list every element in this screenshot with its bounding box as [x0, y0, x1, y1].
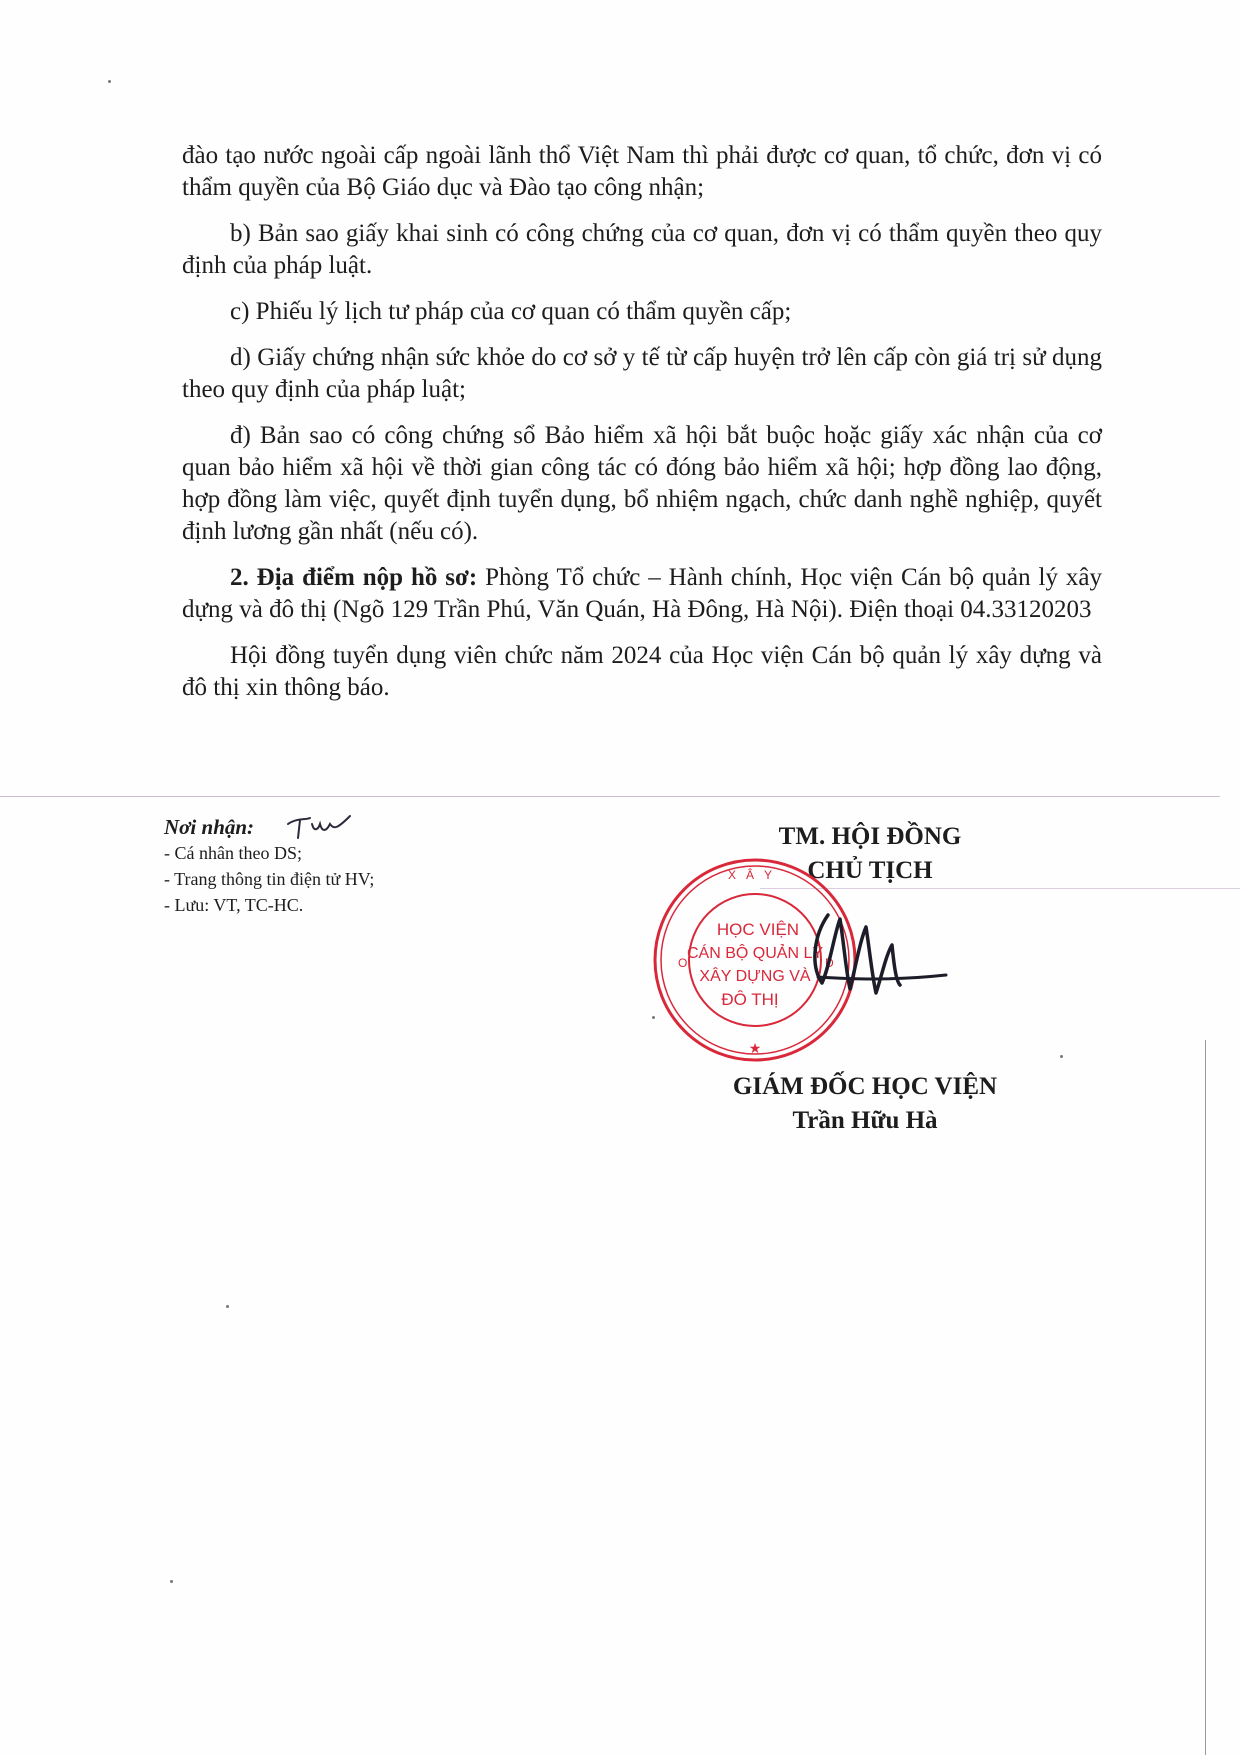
- signer-name: Trần Hữu Hà: [792, 1107, 938, 1134]
- scan-edge-line: [1205, 1040, 1206, 1755]
- svg-text:XÂY: XÂY: [727, 868, 783, 882]
- signer-title: GIÁM ĐỐC HỌC VIỆN: [732, 1073, 998, 1100]
- seal-line-3: XÂY DỰNG VÀ: [699, 968, 811, 985]
- recipients-heading: Nơi nhận:: [164, 815, 255, 839]
- paragraph-item-d: d) Giấy chứng nhận sức khỏe do cơ sở y tế từ cấp huyện trở lên cấp còn giá trị sử dụng theo quy định của pháp luật;: [182, 344, 1102, 403]
- scan-divider-line: [0, 796, 1220, 797]
- handwritten-signature: [800, 905, 950, 1015]
- chairman-label: CHỦ TỊCH: [807, 857, 933, 884]
- svg-text:★: ★: [748, 1040, 762, 1056]
- scan-speck: [652, 1016, 655, 1019]
- seal-line-2: CÁN BỘ QUẢN LÝ: [686, 945, 824, 962]
- signer-block: [690, 1070, 1040, 1138]
- section-2-text: Phòng Tổ chức – Hành chính, Học viện Cán bộ quản lý xây dựng và đô thị (Ngõ 129 Trần Phú, Văn Quán, Hà Đông, Hà Nội). Điện thoại 04.33120203: [182, 564, 1102, 623]
- scan-speck: [170, 1580, 173, 1583]
- recipients-block: [164, 814, 584, 918]
- scan-speck: [1060, 1055, 1063, 1058]
- recipient-item: - Trang thông tin điện tử HV;: [164, 869, 375, 889]
- handwritten-initials: [284, 812, 354, 842]
- seal-line-1: HỌC VIỆN: [716, 920, 800, 939]
- scan-speck: [226, 1305, 229, 1308]
- closing-paragraph: Hội đồng tuyển dụng viên chức năm 2024 của Học viện Cán bộ quản lý xây dựng và đô thị xin thông báo.: [182, 642, 1102, 701]
- seal-line-4: ĐÔ THỊ: [721, 990, 779, 1009]
- paragraph-continued: đào tạo nước ngoài cấp ngoài lãnh thổ Việt Nam thì phải được cơ quan, tổ chức, đơn vị có thẩm quyền của Bộ Giáo dục và Đào tạo công nhận;: [182, 142, 1102, 201]
- paragraph-item-b: b) Bản sao giấy khai sinh có công chứng của cơ quan, đơn vị có thẩm quyền theo quy định của pháp luật.: [182, 220, 1102, 279]
- document-body: [182, 140, 1102, 718]
- scan-speck: [108, 80, 111, 83]
- recipient-item: - Lưu: VT, TC-HC.: [164, 895, 304, 915]
- section-2-label: 2. Địa điểm nộp hồ sơ:: [230, 564, 478, 591]
- paragraph-section-2: [182, 562, 1102, 626]
- council-label: TM. HỘI ĐỒNG: [778, 823, 962, 850]
- paragraph-item-dd: đ) Bản sao có công chứng sổ Bảo hiểm xã hội bắt buộc hoặc giấy xác nhận của cơ quan bảo hiểm xã hội về thời gian công tác có đóng bảo hiểm xã hội; hợp đồng lao động, hợp đồng làm việc, quyết định tuyển dụng, bổ nhiệm ngạch, chức danh nghề nghiệp, quyết định lương gần nhất (nếu có).: [182, 422, 1102, 545]
- svg-text:O: O: [678, 956, 688, 970]
- recipient-item: - Cá nhân theo DS;: [164, 843, 302, 863]
- paragraph-item-c: c) Phiếu lý lịch tư pháp của cơ quan có thẩm quyền cấp;: [230, 298, 792, 325]
- svg-text:D: D: [825, 956, 834, 970]
